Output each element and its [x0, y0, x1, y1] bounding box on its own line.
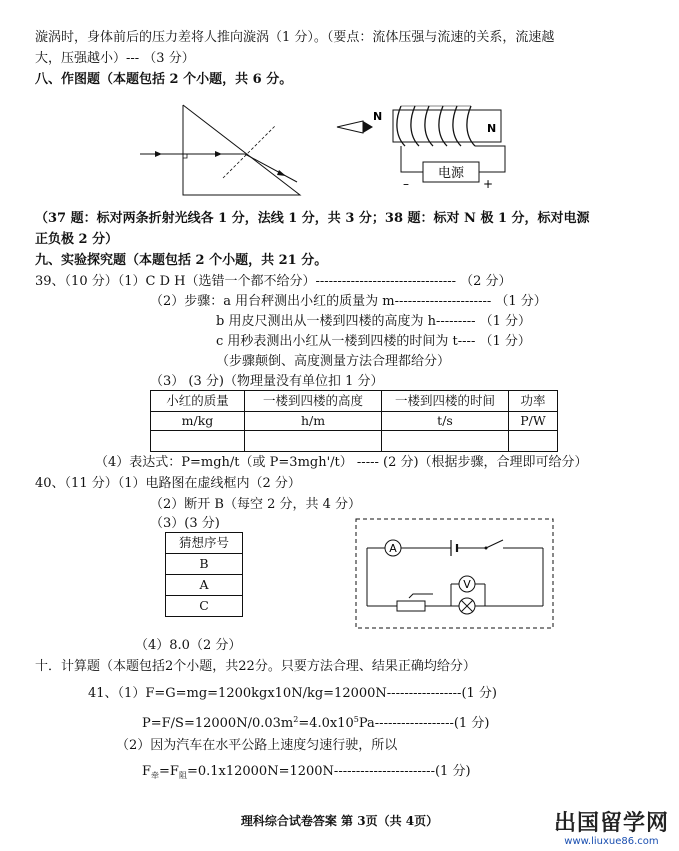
section-10-heading: 十．计算题（本题包括2个小题，共22分。只要方法合理、结果正确均给分）	[35, 659, 476, 674]
table-cell: 功率	[509, 391, 558, 412]
q41-line-1: 41、（1）F=G=mg=1200kgx10N/kg=12000N-----------------(1 分)	[88, 686, 497, 701]
q39-line-2: （2）步骤：a 用台秤测出小红的质量为 m---------------------- （1 分）	[150, 294, 547, 309]
section-8-note-2: 正负极 2 分）	[35, 232, 119, 247]
power-source-label: 电源	[437, 166, 465, 181]
solenoid-figure	[335, 100, 515, 192]
circuit-diagram	[355, 518, 555, 630]
q39-line-5: （步骤颠倒、高度测量方法合理都给分）	[216, 354, 451, 369]
q39-table	[150, 390, 558, 452]
table-cell: C	[166, 596, 243, 617]
page-footer: 理科综合试卷答案 第 3页（共 4页）	[240, 814, 439, 828]
section-8-heading: 八、作图题（本题包括 2 个小题，共 6 分。	[35, 72, 293, 87]
power-minus: –	[403, 177, 409, 191]
table-row	[166, 554, 243, 575]
coil-n-label: N	[487, 122, 497, 135]
ammeter-label: A	[389, 542, 397, 555]
table-row	[166, 575, 243, 596]
q39-line-4: c 用秒表测出小红从一楼到四楼的时间为 t---- （1 分）	[216, 334, 531, 349]
table-cell: 猜想序号	[166, 533, 243, 554]
q39-line-7: （4）表达式：P=mgh/t（或 P=3mgh'/t） ----- (2 分)（根据步骤，合理即可给分）	[95, 455, 588, 470]
q41-line-4: $F_牵=F_阻=0.1x12000N=1200N-----------------------(1$ 分)	[142, 764, 471, 780]
table-cell: t/s	[382, 412, 509, 431]
q39-line-1: 39、（10 分）（1）C D H（选错一个都不给分）-------------------------------- （2 分）	[35, 274, 512, 289]
refraction-figure	[135, 100, 310, 200]
table-row	[151, 391, 558, 412]
rheostat-icon	[397, 601, 425, 611]
voltmeter-label: V	[463, 578, 471, 591]
q41-line-2: $P=F/S=12000N/0.03m^2=4.0x10^5Pa------------------(1$ 分)	[142, 715, 490, 731]
table-row	[166, 596, 243, 617]
table-cell: B	[166, 554, 243, 575]
intro-line-1: 漩涡时，身体前后的压力差将人推向漩涡（1 分）。（要点：流体压强与流速的关系，流速越	[35, 30, 555, 45]
section-8-note-1: （37 题：标对两条折射光线各 1 分，法线 1 分，共 3 分；38 题：标对 N 极 1 分，标对电源	[35, 211, 590, 226]
q41-line-3: （2）因为汽车在水平公路上速度匀速行驶，所以	[116, 738, 398, 753]
power-plus: +	[483, 177, 494, 191]
watermark-logo	[554, 812, 669, 848]
q40-line-2: （2）断开 B（每空 2 分，共 4 分）	[150, 497, 362, 512]
watermark-title: 出国留学网	[553, 811, 669, 836]
table-row	[166, 533, 243, 554]
table-cell: h/m	[245, 412, 382, 431]
intro-line-2: 大，压强越小）--- （3 分）	[35, 51, 195, 66]
q40-table	[165, 532, 243, 617]
table-cell: 一楼到四楼的高度	[245, 391, 382, 412]
q40-line-3: （3）(3 分)	[150, 516, 220, 531]
table-cell: A	[166, 575, 243, 596]
table-cell	[245, 431, 382, 452]
q39-line-3: b 用皮尺测出从一楼到四楼的高度为 h--------- （1 分）	[216, 314, 532, 329]
q39-line-6: （3） (3 分)（物理量没有单位扣 1 分）	[150, 374, 384, 389]
table-cell	[382, 431, 509, 452]
table-cell: m/kg	[151, 412, 245, 431]
watermark-url: www.liuxue86.com	[564, 836, 659, 847]
section-9-heading: 九、实验探究题（本题包括 2 个小题，共 21 分。	[35, 253, 328, 268]
table-cell	[509, 431, 558, 452]
q40-line-4: （4）8.0（2 分）	[135, 638, 242, 653]
q40-line-1: 40、（11 分）（1）电路图在虚线框内（2 分）	[35, 476, 301, 491]
table-cell: 一楼到四楼的时间	[382, 391, 509, 412]
table-cell	[151, 431, 245, 452]
needle-n-label: N	[373, 110, 383, 123]
table-cell: 小红的质量	[151, 391, 245, 412]
table-row	[151, 412, 558, 431]
table-row	[151, 431, 558, 452]
table-cell: P/W	[509, 412, 558, 431]
